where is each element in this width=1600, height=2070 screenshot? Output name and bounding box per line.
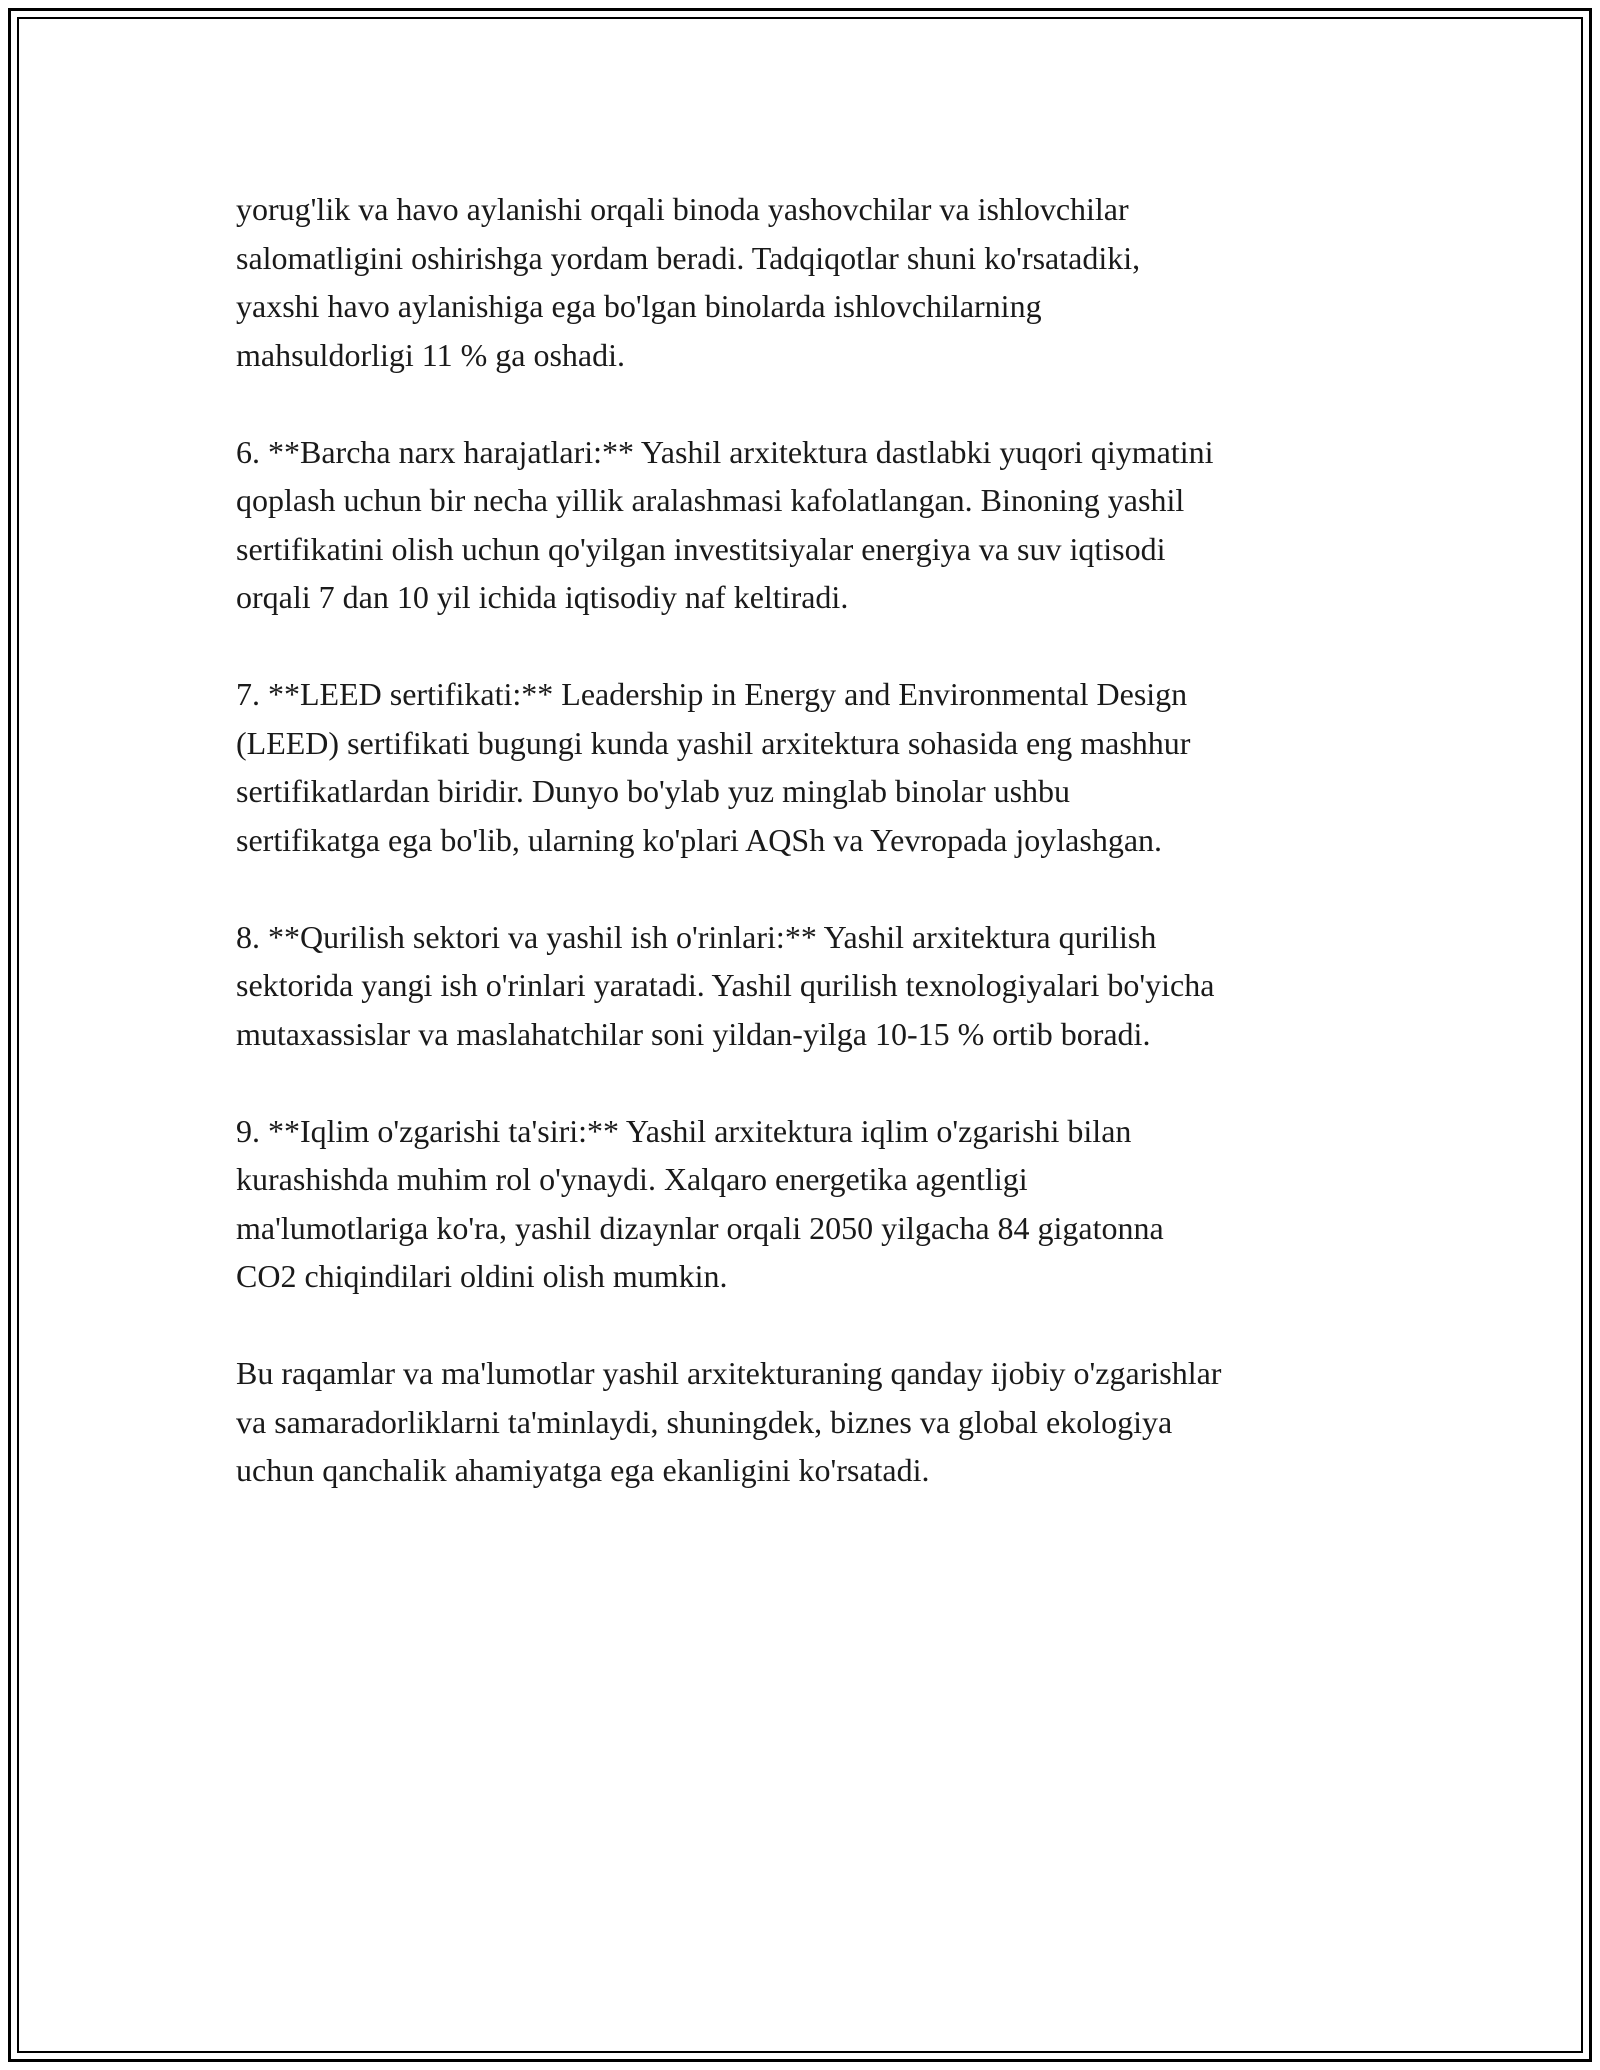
text-line: 8. **Qurilish sektori va yashil ish o'rinlari:** Yashil arxitektura qurilish — [236, 918, 1157, 955]
text-line: qoplash uchun bir necha yillik aralashmasi kafolatlangan. Binoning yashil — [236, 482, 1185, 518]
text-line: kurashishda muhim rol o'ynaydi. Xalqaro energetika agentligi — [236, 1161, 1028, 1197]
text-line: Bu raqamlar va ma'lumotlar yashil arxitekturaning qanday ijobiy o'zgarishlar — [236, 1355, 1222, 1391]
text-line: ma'lumotlariga ko'ra, yashil dizaynlar orqali 2050 yilgacha 84 gigatonna — [236, 1209, 1164, 1246]
text-line: 7. **LEED sertifikati:** Leadership in Energy and Environmental Design — [236, 676, 1188, 712]
text-line: sektorida yangi ish o'rinlari yaratadi. Yashil qurilish texnologiyalari bo'yicha — [236, 967, 1215, 1003]
text-line: yorug'lik va havo aylanishi orqali binoda yashovchilar va ishlovchilar — [236, 191, 1129, 227]
text-line: sertifikatini olish uchun qo'yilgan investitsiyalar energiya va suv iqtisodi — [236, 530, 1166, 567]
text-line: 9. **Iqlim o'zgarishi ta'siri:** Yashil arxitektura iqlim o'zgarishi bilan — [236, 1112, 1132, 1149]
paragraph-item-8 — [236, 913, 1376, 1059]
paragraph-item-7 — [236, 670, 1376, 864]
text-line: va samaradorliklarni ta'minlaydi, shuningdek, biznes va global ekologiya — [236, 1403, 1173, 1440]
text-line: salomatligini oshirishga yordam beradi. Tadqiqotlar shuni ko'rsatadiki, — [236, 239, 1141, 276]
paragraph-item-6 — [236, 428, 1376, 622]
document-body — [236, 185, 1376, 1495]
text-line: yaxshi havo aylanishiga ega bo'lgan binolarda ishlovchilarning — [236, 288, 1042, 324]
paragraph-conclusion — [236, 1349, 1376, 1495]
paragraph-health — [236, 185, 1376, 379]
text-line: (LEED) sertifikati bugungi kunda yashil arxitektura sohasida eng mashhur — [236, 724, 1191, 761]
text-line: mahsuldorligi 11 % ga oshadi. — [236, 336, 625, 373]
text-line: sertifikatga ega bo'lib, ularning ko'plari AQSh va Yevropada joylashgan. — [236, 821, 1163, 858]
text-line: sertifikatlardan biridir. Dunyo bo'ylab yuz minglab binolar ushbu — [236, 773, 1071, 809]
text-line: orqali 7 dan 10 yil ichida iqtisodiy naf keltiradi. — [236, 579, 849, 615]
text-line: 6. **Barcha narx harajatlari:** Yashil arxitektura dastlabki yuqori qiymatini — [236, 433, 1214, 470]
text-line: CO2 chiqindilari oldini olish mumkin. — [236, 1258, 728, 1294]
text-line: mutaxassislar va maslahatchilar soni yildan-yilga 10-15 % ortib boradi. — [236, 1015, 1151, 1052]
text-line: uchun qanchalik ahamiyatga ega ekanligini ko'rsatadi. — [236, 1452, 930, 1488]
paragraph-item-9 — [236, 1107, 1376, 1301]
